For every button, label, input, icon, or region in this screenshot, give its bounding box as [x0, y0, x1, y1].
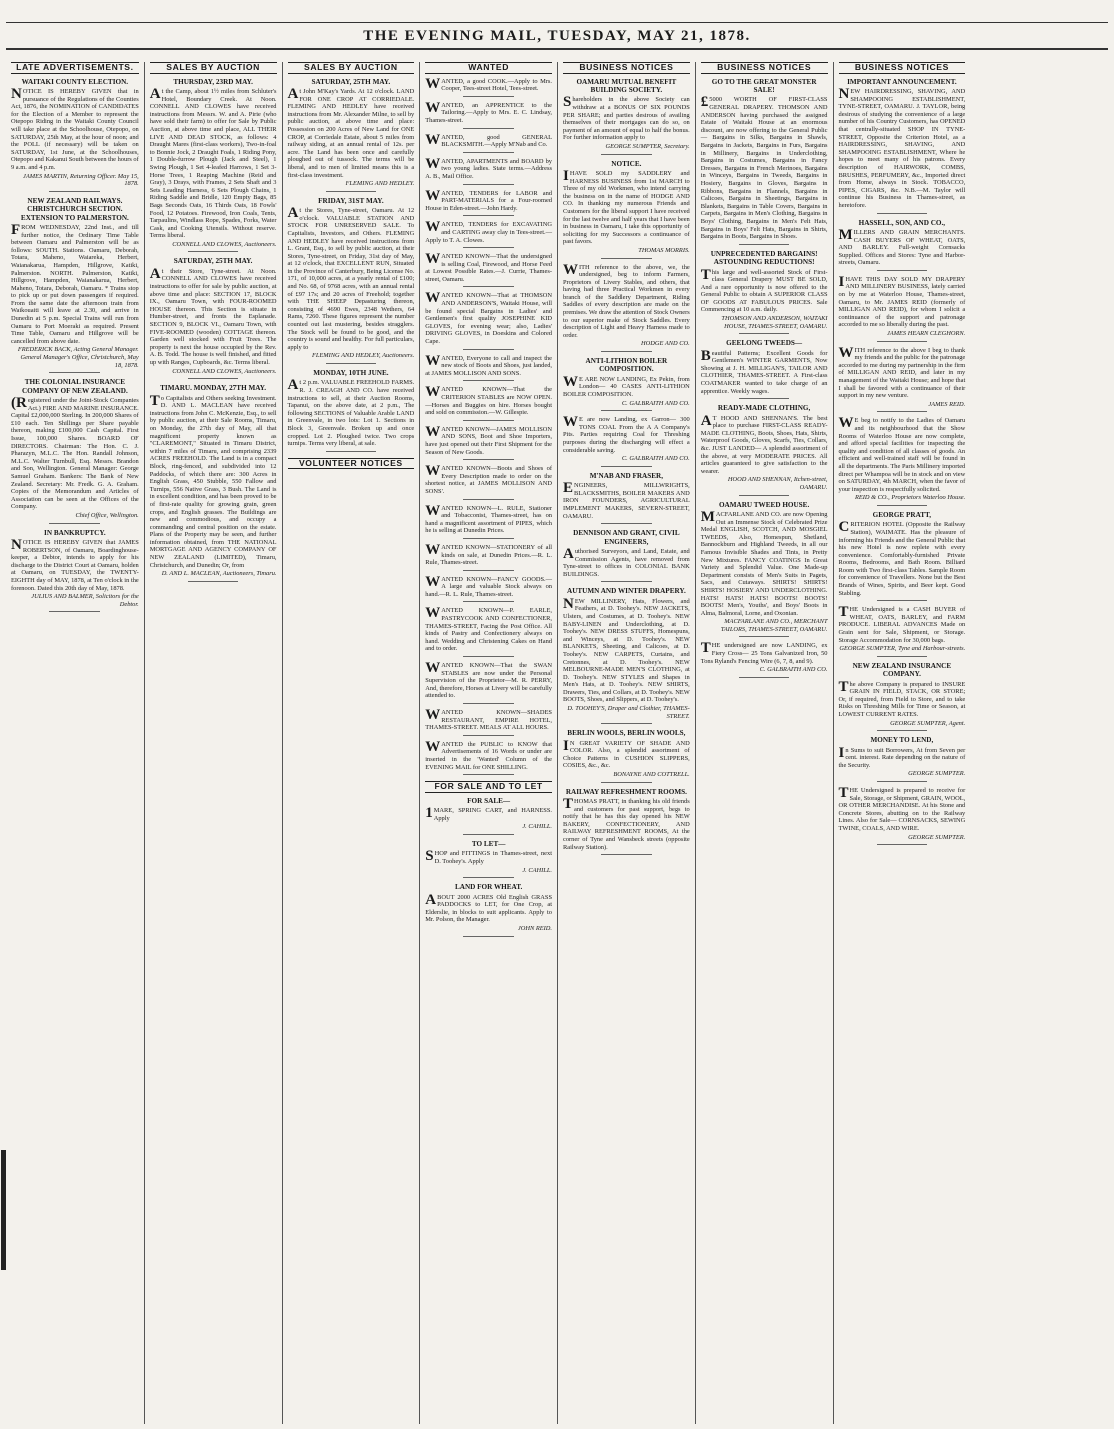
advertisement-signature: REID & CO., Proprietors Waterloo House.	[854, 494, 966, 502]
advertisement-separator	[463, 128, 514, 129]
advertisement-title: AUTUMN AND WINTER DRAPERY.	[567, 587, 686, 596]
advertisement-title: ANTI-LITHION BOILER COMPOSITION.	[585, 357, 668, 374]
advertisement-body: Authorised Surveyors, and Land, Estate, and Commission Agents, have removed from Tyne-street to offices in COLONIAL BANK BUILDINGS.	[563, 545, 690, 578]
advertisement-signature: FREDERICK BACK, Acting General Manager. General Manager's Office, Christchurch, May 18, 1878.	[17, 346, 139, 369]
advertisement	[425, 465, 552, 499]
advertisement-title: M'NAB AND FRASER,	[589, 471, 664, 480]
advertisement-body: WANTED KNOWN—STATIONERY of all kinds on sale, at Dunedin Prices.—R. L. Rule, Thames-street.	[425, 541, 552, 567]
advertisement-title: HASSELL, SON, AND CO.,	[858, 218, 946, 227]
advertisement-title: RAILWAY REFRESHMENT ROOMS.	[565, 787, 687, 796]
advertisement-title: LAND FOR WHEAT.	[454, 883, 523, 892]
advertisement	[701, 642, 828, 677]
advertisement	[425, 99, 552, 129]
advertisement-signature: HOOD AND SHENNAN, Itchen-street, OAMARU.	[727, 476, 828, 491]
advertisement	[425, 573, 552, 603]
advertisement	[150, 384, 277, 582]
advertisement-body: This large and well-assorted Stock of First-class General Drapery MUST BE SOLD, And a rare opportunity is now offered to the General Public to obtain A SUPERIOR CLASS OF GOODS AT FABULOUS PRICES. Sale Commencing at 10 a.m. daily.	[700, 266, 828, 314]
masthead-bottom-rule	[6, 48, 1108, 50]
advertisement-body: WANTED, TENDERS for EXCAVATING and CARTING away clay in Tees-street.—Apply to T. A. Clowes.	[425, 219, 552, 244]
advertisement-title: FOR SALE—	[467, 796, 511, 805]
advertisement-body: WANTED KNOWN—JAMES MOLLISON AND SONS, Boot and Shoe Importers, have just opened out their First Shipment for the Season of New Goods.	[425, 423, 552, 456]
advertisement-signature: C. GALBRAITH AND CO.	[621, 399, 690, 407]
advertisement-body: MACFARLANE AND CO. are now Opening Out an Immense Stock of Celebrated Prize Medal ENGLISH, SCOTCH, AND MOSGIEL TWEEDS, Also, Homespun, Shetland, Bannockburn and Highland Tweeds, in all our Famous Invisible Shades and Tints, in Pretty New Mixtures. FANCY COATINGS In Great Variety and Splendid Value. One Made-up Department consists of Men's Suits in Pagets, Sacs, and Cutaways. SHIRTS! SHIRTS! SHIRTS! HOSIERY AND UNDERCLOTHING. HATS! HATS! HATS! BOOTS! BOOTS! BOOTS! Men's, Youths', and Boys' Boots in Alma, Balmoral, Lorne, and Oxonian.	[700, 508, 828, 617]
advertisement	[563, 788, 690, 856]
column-heading: SALES BY AUCTION	[150, 62, 277, 74]
advertisement	[425, 221, 552, 248]
advertisement-separator	[326, 451, 377, 452]
advertisement-title: NEW ZEALAND INSURANCE COMPANY.	[852, 661, 952, 679]
advertisement-signature: MACFARLANE AND CO., MERCHANT TAILORS, THAMES-STREET, OAMARU.	[720, 618, 828, 633]
advertisement-body: THE Undersigned is prepared to receive for Sale, Storage, or Shipment, GRAIN, WOOL, OR OTHER MERCHANDISE. At his Stone and Concrete Stores, abutting on to the Railway Lines. Also for Sale— CORNSACKS, SEWING TWINE, COALS, AND WIRE.	[838, 784, 966, 832]
advertisement	[425, 423, 552, 460]
advertisement-body: The above Company is prepared to INSURE GRAIN IN FIELD, STACK, OR STORE; Or, if required, from Field to Store, and to take Risks on Threshing Mills for Time or Season, at LOWEST CURRENT RATES.	[838, 678, 966, 718]
advertisement-body: WANTED KNOWN—SHADES RESTAURANT, EMPIRE HOTEL, THAMES-STREET. MEALS AT ALL HOURS.	[425, 707, 552, 732]
advertisement	[838, 784, 966, 845]
advertisement	[425, 840, 552, 878]
advertisement-title: TO LET—	[471, 839, 506, 848]
advertisement-body: NOTICE IS HEREBY GIVEN that JAMES ROBERTSON, of Oamaru, Boardinghouse-keeper, a Debtor, intends to apply for his discharge to the District Court at Oamaru, holden at Oamaru, on TUESDAY, the TWENTY-EIGHTH day of MAY, 1878, at Ten o'clock in the forenoon. Dated this 20th day of May, 1878.	[11, 536, 139, 592]
advertisement-body: NEW MILLINERY, Hats, Flowers, and Feathers, at D. Toohey's. NEW JACKETS, Ulsters, and Costumes, at D. Toohey's. NEW BABY-LINEN and Underclothing, at D. Toohey's. NEW DRESS STUFFS, Homespuns, and Winceys, at D. Toohey's. NEW BLANKETS, Sheeting, and Calicoes, at D. Toohey's. NEW CARPETS, Curtains, and Cretonnes, at D. Toohey's. NEW MELBOURNE-MADE MEN'S CLOTHING, at D. Toohey's. NEW STYLES and Shapes in Men's Hats, at D. Toohey's. NEW SHIRTS, Drawers, Ties, and Collars, at D. Toohey's. NEW BOOTS, Shoes, and Slippers, at D. Toohey's.	[563, 595, 690, 704]
advertisement-title: GEELONG TWEEDS—	[726, 339, 803, 348]
advertisement-separator	[601, 466, 652, 467]
advertisement-body: WANTED KNOWN—Boots and Shoes of Every Description made to order on the shortest notice, at JAMES MOLLISON AND SONS'.	[425, 463, 552, 495]
advertisement	[563, 416, 690, 467]
advertisement-separator	[463, 834, 514, 835]
advertisement-body: IN GREAT VARIETY OF SHADE AND COLOR. Also, a splendid assortment of Choice Patterns in CUSHION SLIPPERS, COSIES, &c., &c.	[563, 737, 690, 770]
advertisement-separator	[739, 398, 790, 399]
advertisement	[425, 883, 552, 936]
column-2	[144, 62, 282, 1424]
advertisement-separator	[463, 936, 514, 937]
advertisement	[150, 257, 277, 379]
advertisement-separator	[49, 372, 100, 373]
advertisement	[839, 417, 966, 506]
advertisement-body: To Capitalists and Others seeking Investment. D. AND L. MACLEAN have received instructions from John C. McKenzie, Esq., to sell by public auction, at their Sale Rooms, Timaru, on Monday, the 27th day of May, all that magnificent property known as "CLAREMONT," Situated in Timaru District, within 7 miles of Timaru, and comprising 2339 ACRES FREEHOLD. The Land is in a compact Block, ring-fenced, and subdivided into 12 Paddocks, of which there are: 300 Acres in English Grass, 450 Stubble, 550 Fallow and Turnips, 556 Native Grass, 3 Bush. The Land is in excellent condition, and has been proved to be of first-rate quality for growing grain, green crops, and English grasses. The Buildings are new and commodious, and occupy a commanding and central position on the estate. Plans of the Property may be seen, and further information obtained, from THE NATIONAL MORTGAGE AND AGENCY COMPANY OF NEW ZEALAND (LIMITED), Timaru, Christchurch, and Dunedin; Or, from	[149, 392, 277, 569]
advertisement	[838, 344, 966, 413]
advertisement	[701, 339, 828, 399]
advertisement-separator	[601, 581, 652, 582]
advertisement	[839, 606, 966, 657]
advertisement-signature: JAMES MARTIN, Returning Officer. May 15, 1878.	[23, 172, 139, 188]
advertisement-separator	[49, 523, 100, 524]
advertisement	[11, 197, 139, 374]
advertisement	[11, 529, 139, 613]
advertisement-body: WITH reference to the above I beg to thank my friends and the public for the patronage accorded to me during my partnership in the firm of MILLIGAN AND REID, and later in my management of the Waitaki House; and hope that I shall be favored with a continuance of their support in my new venture.	[838, 344, 966, 400]
column-heading: BUSINESS NOTICES	[839, 62, 966, 74]
advertisement-body: WANTED KNOWN—FANCY GOODS.—A large and valuable Stock always on hand.—R. L. Rule, Thames-street.	[425, 573, 552, 598]
advertisement-signature: C. GALBRAITH AND CO.	[759, 666, 828, 674]
advertisement-separator	[739, 244, 790, 245]
advertisement	[701, 250, 828, 335]
advertisement-signature: THOMSON AND ANDERSON, WAITAKI HOUSE, THAMES-STREET, OAMARU.	[721, 315, 828, 330]
advertisement-separator	[326, 363, 377, 364]
advertisement-body: At the Camp, about 1½ miles from Schluter's Hotel, Boundary Creek. At Noon. CONNELL AND CLOWES have received instructions from Messrs. W. and A. Pirie (who have sold their farm) to offer for Sale by Public Auction, at above time and place, ALL THEIR LIVE AND DEAD STOCK, as follows: 4 Draught Mares (first-class workers), Two-in-foal to Bonnie Jock, 2 Draught Foals, 1 Riding Pony, 1 Double-furrow Plough (Jack and Steel), 1 Swing Plough, 1 Set 4-leafed Harrows, 1 Set 3-Horse Trees, 1 Reaping Machine (Reid and Gray), 3 Drays, with Frames, 2 Sets Shaft and 3 Sets Leading Harness, 6 Sets Plough Chains, 1 Riding Saddle and Bridle, 120 Empty Bags, 85 Bags Seconds Oats, 16 Thirds Oats, 18 Fowls' Food, 12 Potatoes. Firewood, Iron Coals, Tents, Tarpaulins, Windlass Rope, Spades, Forks, Water Cask, and Cooking Utensils. Without reserve. Terms liberal.	[149, 86, 277, 240]
advertisement-body: At John M'Kay's Yards. At 12 o'clock. LAND FOR ONE CROP AT CORRIEDALE. FLEMING AND HEDLEY have received instructions from Mr. Alexander Milne, to sell by public auction, at above time and place: Possession on 200 Acres of New Land for ONE CROP, at Corriedale Estate, about 5 miles from railway siding, at an annual rental of 12s. per acre. The Land has been once and carefully ploughed out of tussock. The terms will be liberal, and to men of limited means this is a first-class investment.	[287, 86, 415, 179]
newspaper-title: THE EVENING MAIL, TUESDAY, MAY 21, 1878.	[363, 28, 751, 44]
advertisement	[839, 511, 966, 601]
advertisement-separator	[601, 410, 652, 411]
advertisement-separator	[463, 459, 514, 460]
advertisement-body: WANTED, a good COOK.—Apply to Mrs. Cooper, Tees-street Hotel, Tees-street.	[425, 75, 552, 93]
advertisement-separator	[463, 877, 514, 878]
column-6	[695, 62, 833, 1424]
advertisement-body: THE Undersigned is a CASH BUYER of WHEAT, OATS, BARLEY, and FARM PRODUCE. LIBERAL ADVANCES Made on Grain sent for Sale, Shipment, or Storage. Storage Accommodation for 30,000 bags.	[838, 604, 966, 644]
advertisement-separator	[601, 523, 652, 524]
advertisement-body: WANTED, APARTMENTS and BOARD by two young ladies. State terms.—Address A. B., Mail Office.	[425, 155, 552, 180]
advertisement-signature: J. CAHILL.	[522, 823, 552, 831]
advertisement	[425, 662, 552, 704]
advertisement-signature: GEORGE SUMPTER.	[908, 833, 966, 841]
advertisement-separator	[877, 505, 928, 506]
newspaper-columns	[6, 62, 1108, 1424]
advertisement-title: READY-MADE CLOTHING,	[717, 404, 811, 413]
advertisement-signature: FLEMING AND HEDLEY, Auctioneers.	[311, 352, 415, 360]
advertisement-body: THOMAS PRATT, in thanking his old friends and customers for past support, begs to notify that he has this day opened his NEW BAKERY, CONFECTIONERY, AND RAILWAY REFRESHMENT ROOMS, At the corner of Tyne and Wansbeck streets (opposite Railway Station).	[563, 796, 690, 851]
advertisement-body: Shareholders in the above Society can withdraw at a BONUS OF SIX POUNDS PER SHARE; and parties desirous of availing themselves of their mortgages can do so, on payment of an amount of equal to half the bonus. For further information apply to	[563, 94, 690, 142]
advertisement-body: WANTED, TENDERS for LABOR and PART-MATERIALS for a Four-roomed House in Eden-street.—John Hardy.	[425, 187, 552, 212]
advertisement-body: At their Store, Tyne-street. At Noon. CONNELL AND CLOWES have received instructions to offer for sale by public auction, at above time and place: SECTION 17, BLOCK IX., Oamaru Town, with FOUR-ROOMED HOUSE thereon. This Section is situate in Humber-street, and fronts the Esplanade. SECTION 9, BLOCK VI., Oamaru Town, with FIVE-ROOMED (wooden) COTTAGE thereon. Garden well stocked with Fruit Trees. The property is next the house occupied by the Rev. A. B. Todd. The house is well finished, and fitted up with Ranges, Cupboards, &c. Terms liberal.	[149, 265, 277, 366]
advertisement-separator	[463, 601, 514, 602]
advertisement-separator	[463, 420, 514, 421]
advertisement-signature: C. GALBRAITH AND CO.	[621, 455, 690, 463]
advertisement-body: In Sums to suit Borrowers, At from Seven per cent. interest. Rate depending on the nature of the Security.	[838, 744, 966, 769]
advertisement	[425, 253, 552, 287]
advertisement	[150, 78, 277, 253]
advertisement-body: CRITERION HOTEL (Opposite the Railway Station), WAIMATE. Has the pleasure of informing his Friends and the General Public that his new Hotel is now replete with every convenience. Comfortably-furnished Private Rooms, Bedrooms, and Bath Room. Billiard Room with Two first-class Tables. Sample Room for convenience of Travellers. None but the Best Brands of Wines, Spirits, and Beer kept. Good Stabling.	[838, 519, 966, 597]
advertisement-signature: BONAYNE AND COTTRELL.	[613, 771, 690, 779]
advertisement-separator	[739, 636, 790, 637]
advertisement-title: THE COLONIAL INSURANCE COMPANY OF NEW ZEALAND.	[21, 378, 128, 395]
advertisement-body: WANTED, Everyone to call and inspect the new stock of Boots and Shoes, just landed, at JAMES MOLLISON AND SONS.	[425, 352, 552, 377]
advertisement-separator	[463, 774, 514, 775]
advertisement	[701, 501, 828, 638]
advertisement-separator	[463, 152, 514, 153]
advertisement-body: Beautiful Patterns; Excellent Goods for Gentlemen's WINTER GARMENTS, Now Showing at J. H. MILLIGAN'S, TAILOR AND CLOTHIER, THAMES-STREET. A First-class COATMAKER wanted to take charge of an apprentice. Weekly wages.	[700, 347, 828, 395]
advertisement-separator	[877, 213, 928, 214]
advertisement-signature: GEORGE SUMPTER.	[908, 770, 966, 778]
advertisement	[11, 78, 139, 192]
advertisement-separator	[877, 600, 928, 601]
advertisement-body: MILLERS AND GRAIN MERCHANTS. CASH BUYERS OF WHEAT, OATS, AND BARLEY. Full-weight Cornsacks Supplied. Offices and Stores: Tyne and Harbor-streets, Oamaru.	[838, 226, 966, 267]
advertisement-signature: CONNELL AND CLOWES, Auctioneers.	[172, 367, 277, 375]
advertisement-body: WE ARE NOW LANDING, Ex Pekin, from London— 40 CASES ANTI-LITHION BOILER COMPOSITION.	[563, 373, 690, 399]
advertisement-title: SATURDAY, 25TH MAY.	[311, 77, 391, 86]
advertisement-separator	[601, 782, 652, 783]
advertisement-signature: CONNELL AND CLOWES, Auctioneers.	[172, 240, 277, 248]
advertisement-body: ENGINEERS, MILLWRIGHTS, BLACKSMITHS, BOILER MAKERS AND IRON FOUNDERS, AGRICULTURAL IMPLEMENT MAKERS, SEVERN-STREET, OAMARU.	[563, 480, 690, 520]
advertisement-separator	[601, 258, 652, 259]
advertisement-body: NOTICE IS HEREBY GIVEN that in pursuance of the Regulations of the Counties Act, 1876, the NOMINATION of CANDIDATES for the Election of a Member to represent the Otepopo Riding in the Waitaki County Council will take place at the Schoolhouse, Otepopo, on SATURDAY, 25th May, at the hour of noon; and the POLL (if necessary) will be taken on SATURDAY, 1st June, at the Schoolhouses, Otepopo and Kakanui South between the hours of 9 a.m. and 4 p.m.	[11, 86, 139, 171]
advertisement-body: WANTED, an APPRENTICE to the Tailoring.—Apply to Mrs. E. C. Lindsay, Thames-street.	[425, 99, 552, 124]
advertisement-body: WANTED, good GENERAL BLACKSMITH.—Apply M'Nab and Co.	[425, 131, 552, 149]
advertisement-separator	[463, 247, 514, 248]
advertisement-title: IN BANKRUPTCY.	[44, 528, 106, 537]
advertisement-signature: FLEMING AND HEDLEY.	[345, 180, 415, 188]
advertisement-title: OAMARU TWEED HOUSE.	[718, 500, 810, 509]
column-heading: LATE ADVERTISEMENTS.	[11, 62, 139, 74]
advertisement-separator	[463, 538, 514, 539]
advertisement-body: WITH reference to the above, we, the undersigned, beg to inform Farmers, Proprietors of Livery Stables, and others, that having had three Practical Workmen in every branch of the Saddlery Department, Riding Saddles of every description are made on the premises. We draw the attention of Stock Owners to our superior make of Stock Saddles. Every description of Light and Heavy Harness made to order.	[563, 261, 690, 339]
advertisement-signature: JAMES REID.	[928, 400, 966, 408]
advertisement-title: FRIDAY, 31ST MAY.	[318, 196, 384, 205]
advertisement-signature: D. TOOHEY'S, Draper and Clothier, THAMES-STREET.	[567, 705, 690, 720]
advertisement	[425, 131, 552, 153]
advertisement	[11, 378, 139, 523]
masthead	[0, 0, 1114, 62]
advertisement-separator	[463, 703, 514, 704]
advertisement-body: WANTED the PUBLIC to KNOW that Advertisements of 16 Words or under are inserted in the 'Wanted' Column of the EVENING MAIL for ONE SHILLING.	[425, 738, 552, 771]
advertisement	[425, 155, 552, 185]
advertisement-signature: J. CAHILL.	[522, 866, 552, 874]
advertisement-separator	[877, 730, 928, 731]
advertisement-body: IHAVE THIS DAY SOLD MY DRAPERY AND MILLINERY BUSINESS, lately carried on by me at Waterloo House, Thames-street, Oamaru, to Mr. JAMES REID (formerly of MILLIGAN AND REID), for whom I solicit a continuance of the support and patronage accorded to me so liberally during the past.	[838, 273, 966, 329]
advertisement-separator	[463, 215, 514, 216]
advertisement-signature: HODGE AND CO.	[641, 340, 690, 348]
advertisement-title: GO TO THE GREAT MONSTER SALE!	[711, 77, 817, 94]
column-5	[557, 62, 695, 1424]
advertisement-separator	[463, 499, 514, 500]
advertisement-body: WANTED KNOWN—That the CRITERION STABLES are NOW OPEN.—Horses and Buggies on hire. Horses bought and sold on commission.—W. Gillespie.	[425, 384, 552, 417]
advertisement-separator	[739, 333, 790, 334]
advertisement-separator	[49, 611, 100, 612]
advertisement-separator	[601, 154, 652, 155]
advertisement-separator	[188, 581, 239, 582]
advertisement-body: WE are now Landing, ex Garron— 300 TONS COAL From the A A Company's Pits. Parties requiring Coal for Threshing purposes during the discharging will effect a considerable saving.	[563, 414, 690, 454]
advertisement-separator	[601, 723, 652, 724]
advertisement-title: TIMARU. MONDAY, 27TH MAY.	[160, 384, 267, 393]
masthead-top-rule	[6, 22, 1108, 23]
advertisement	[563, 472, 690, 524]
advertisement	[425, 709, 552, 736]
section-heading: VOLUNTEER NOTICES	[288, 458, 415, 470]
advertisement	[425, 187, 552, 217]
advertisement	[563, 729, 690, 782]
advertisement-title: NEW ZEALAND RAILWAYS. CHRISTCHURCH SECTION. EXTENSION TO PALMERSTON.	[20, 196, 129, 222]
advertisement-body: SHOP and FITTINGS in Thames-street, next D. Toohey's. Apply	[425, 848, 552, 865]
advertisement	[425, 502, 552, 539]
advertisement-title: THURSDAY, 23RD MAY.	[173, 77, 253, 86]
advertisement	[563, 160, 690, 259]
advertisement-separator	[877, 656, 928, 657]
column-4	[419, 62, 557, 1424]
advertisement-title: MONEY TO LEND,	[870, 736, 934, 745]
advertisement	[425, 541, 552, 571]
advertisement	[701, 78, 828, 245]
advertisement-separator	[463, 656, 514, 657]
column-heading: BUSINESS NOTICES	[701, 62, 828, 74]
advertisement	[838, 273, 966, 342]
advertisement	[563, 357, 690, 411]
advertisement	[563, 78, 690, 155]
column-1	[6, 62, 144, 1424]
advertisement-separator	[601, 854, 652, 855]
advertisement-title: UNPRECEDENTED BARGAINS! ASTOUNDING REDUCTIONS!	[710, 249, 818, 267]
advertisement	[563, 261, 690, 353]
advertisement-separator	[463, 735, 514, 736]
advertisement-title: MONDAY, 10TH JUNE.	[313, 369, 389, 377]
advertisement-separator	[739, 677, 790, 678]
advertisement-separator	[877, 270, 928, 271]
advertisement-signature: JOHN REID.	[517, 924, 552, 932]
advertisement-title: BERLIN WOOLS, BERLIN WOOLS,	[567, 729, 686, 738]
advertisement	[425, 292, 552, 349]
advertisement-title: IMPORTANT ANNOUNCEMENT.	[847, 77, 957, 86]
advertisement-body: IHAVE SOLD my SADDLERY and HARNESS BUSINESS from 1st MARCH to Three of my old Workmen, who intend carrying the business on in the name of HODGE AND CO. In thanking my numerous Friends and Customers for the liberal support I have received for the last twelve and half years that I have been in business in Oamaru, I take this opportunity of soliciting for my Successors a continuance of past favors.	[563, 167, 690, 246]
advertisement-body: THE undersigned are now LANDING, ex Fiery Cross— 25 Tons Galvanized Iron, 50 Tons Ryland's Fencing Wire (6, 7, 8, and 9).	[700, 640, 828, 665]
advertisement-body: WANTED KNOWN—P. EARLE, PASTRYCOOK AND CONFECTIONER, THAMES-STREET, Facing the Post Office. All kinds of Pastry and Confectionery always on hand. Wedding and Christening Cakes on Hand and to order.	[425, 605, 552, 653]
advertisement-signature: JAMES HEARN CLEGHORN.	[886, 330, 966, 338]
advertisement-title: WAITAKI COUNTY ELECTION.	[21, 77, 129, 86]
advertisement	[425, 75, 552, 97]
advertisement	[839, 78, 966, 214]
advertisement	[288, 197, 415, 364]
advertisement	[563, 529, 690, 582]
advertisement-separator	[877, 341, 928, 342]
advertisement	[288, 78, 415, 192]
advertisement-separator	[463, 570, 514, 571]
advertisement-body: NEW HAIRDRESSING, SHAVING, AND SHAMPOOING ESTABLISHMENT, TYNE-STREET, OAMARU. J. TAYLOR, being desirous of studying the convenience of a large number of his Country Customers, has OPENED that centrally-situated SHOP IN TYNE-STREET, Opposite the Criterion Hotel, as a HAIRDRESSING, SHAVING, AND SHAMPOOING ESTABLISHMENT, Where he hopes to meet many of his patrons. Every description of HAIRWORK, COMBS, BRUSHES, PERFUMERY, &c., Imported direct from Home, always in Stock. TOBACCO, PIPES, CIGARS, &c. N.B.—M. Taylor will continue his Business in Thames-street, as heretofore.	[838, 86, 966, 209]
advertisement-body: (Registered under the Joint-Stock Companies Act.) FIRE AND MARINE INSURANCE. Capital £2,000,000 Sterling. In 200,000 Shares of £10 each. Ten Shillings per Share payable thereon, making £100,000 Cash Capital. First Issue, 100,000 Shares. BOARD OF DIRECTORS. Chairman: The Hon. C. J. Pharazyn, M.L.C. The Hon. Randall Johnson, M.L.C. Walter Turnbull, Esq. Messrs. Brandon and Son, Wellington. General Manager: George Samuel Graham. Bankers: The Bank of New Zealand. Secretary: Mr. Fredk. G. A. Graham. Copies of the Memorandum and Articles of Association can be seen at the Offices of the Company.	[11, 395, 139, 511]
column-7	[833, 62, 971, 1424]
advertisement	[425, 352, 552, 382]
advertisement	[425, 386, 552, 420]
advertisement-body: WANTED KNOWN—That the undersigned is selling Coal, Firewood, and Horse Feed at Lowest Possible Rates.—J. Currie, Thames-street, Oamaru.	[425, 251, 552, 283]
advertisement	[425, 738, 552, 775]
advertisement-separator	[463, 349, 514, 350]
advertisement-signature: Chief Office, Wellington.	[75, 511, 139, 519]
column-heading: WANTED	[425, 62, 552, 74]
advertisement-body: AT HOOD AND SHENNAN'S. The best place to purchase FIRST-CLASS READY-MADE CLOTHING, Boots, Shoes, Hats, Shirts, Waterproof Goods, Gloves, Scarfs, Ties, Collars, &c. JUST LANDED— A splendid assortment of the above, at very MODERATE PRICES. All articles guaranteed to give satisfaction to the wearer.	[700, 412, 828, 475]
advertisement-body: WE beg to notify to the Ladies of Oamaru and its neighbourhood that the Show Rooms of Waterloo House are now complete, and afford special facilities for inspecting the quality and condition of all classes of goods. An efficient and well-trained staff will be found in all the departments. The Paris Millinery imported direct per Whampoa will be in stock and on view on SATURDAY, 4th MARCH, when the favor of your inspection is respectfully solicited.	[838, 415, 966, 493]
advertisement	[839, 662, 966, 731]
advertisement-signature: THOMAS MORRIS.	[638, 246, 690, 254]
advertisement-body: FROM WEDNESDAY, 22nd Inst., and till further notice, the Ordinary Time Table between Oamaru and Palmerston will be as follows: SOUTH. Stations. Oamaru, Deborah, Totara, Maheno, Waiareka, Herbert, Waianakarua, Hampden, Hillgrove, Katiki, Palmerston. NORTH. Palmerston, Katiki, Hillgrove, Hampden, Waianakarua, Herbert, Maheno, Totara, Deborah, Oamaru. * Trains stop to pick up or put down passengers if required. From the same date the afternoon train from Waikouaiti will leave at 2.30, and arrive in Dunedin at 5 p.m. Special Trains will run from Oamaru to Port Moeraki as required. Present Time Table, Oamaru and Hillgrove will be cancelled from above date.	[11, 221, 139, 345]
advertisement	[839, 736, 966, 782]
advertisement	[701, 404, 828, 495]
column-heading: SALES BY AUCTION	[288, 62, 415, 74]
advertisement-title: GEORGE PRATT,	[872, 510, 932, 519]
section-heading: FOR SALE AND TO LET	[425, 781, 552, 793]
advertisement-title: SATURDAY, 25TH MAY.	[173, 257, 253, 266]
advertisement-separator	[188, 378, 239, 379]
advertisement-separator	[463, 96, 514, 97]
advertisement	[563, 587, 690, 724]
advertisement-separator	[463, 286, 514, 287]
advertisement-body: ABOUT 2000 ACRES Old English GRASS PADDOCKS to LET, for One Crop, at Elderslie, in blocks to suit applicants. Apply to Mr. Polson, the Manager.	[425, 891, 552, 924]
advertisement-signature: GEORGE SUMPTER, Secretary.	[605, 142, 690, 150]
column-heading: BUSINESS NOTICES	[563, 62, 690, 74]
advertisement-separator	[877, 844, 928, 845]
advertisement-separator	[877, 411, 928, 412]
advertisement-separator	[739, 495, 790, 496]
advertisement	[425, 797, 552, 835]
advertisement-body: WANTED KNOWN—That at THOMSON AND ANDERSON'S, Waitaki House, will be found special Bargains in Ladies' and Gentlemen's first quality JOSEPHINE KID GLOVES, for evening wear; also, Ladies' DRIVING GLOVES, in Doeskins and Colored Cape.	[425, 290, 552, 346]
advertisement-signature: D. AND L. MACLEAN, Auctioneers, Timaru.	[161, 570, 277, 578]
advertisement-body: WANTED KNOWN—That the SWAN STABLES are now under the Personal Supervision of the Proprietor—M. R. PERRY, And, therefore, Horses at Livery will be carefully attended to.	[425, 660, 552, 700]
advertisement-signature: JULIUS AND BALMER, Solicitors for the Debtor.	[31, 593, 139, 608]
advertisement-separator	[188, 251, 239, 252]
column-3	[282, 62, 420, 1424]
advertisement-signature: GEORGE SUMPTER, Tyne and Harbour-streets.	[839, 645, 966, 653]
advertisement-separator	[877, 781, 928, 782]
advertisement-title: NOTICE.	[611, 159, 642, 168]
advertisement	[839, 219, 966, 271]
advertisement-body: WANTED KNOWN—L. RULE, Stationer and Tobacconist, Thames-street, has on hand a magnificent assortment of PIPES, which he is selling at Dunedin Prices.	[425, 502, 552, 535]
advertisement-title: OAMARU MUTUAL BENEFIT BUILDING SOCIETY.	[576, 77, 677, 94]
advertisement-body: £5000 WORTH OF FIRST-CLASS GENERAL DRAPERY. THOMSON AND ANDERSON having purchased the assigned Estate of Waitaki House at an enormous discount, are now offering to the General Public— Bargains in Silks, Bargains in Shawls, Bargains in Jackets, Bargains in Furs, Bargains in Millinery, Bargains in Underclothing, Bargains in Costumes, Bargains in Fancy Dresses, Bargains in French Merinoes, Bargains in Winceys, Bargains in Tweeds, Bargains in Hosiery, Bargains in Gloves, Bargains in Ribbons, Bargains in Flannels, Bargains in Calicoes, Bargains in Sheetings, Bargains in Blankets, Bargains in Table Covers, Bargains in Carpets, Bargains in Men's Clothing, Bargains in Boys' Clothing, Bargains in Men's Felt Hats, Bargains in Boys' Felt Hats, Bargains in Shirts, Bargains in Boots, Bargains in Shoes.	[700, 94, 828, 241]
advertisement-separator	[463, 184, 514, 185]
advertisement-separator	[463, 380, 514, 381]
advertisement-separator	[49, 191, 100, 192]
advertisement-body: At 2 p.m. VALUABLE FREEHOLD FARMS. R. J. CREAGH AND CO. have received instructions to sell, at their Auction Rooms, Tapanui, on the above date, at 2 p.m., The following SECTIONS of Valuable Arable LAND in Greenvale, in two lots: Lot 1. Sections in Block 3, Greenvale. Broken up and once cropped. Lot 2. Ploughed twice. Two crops turnips. Terms very liberal, at sale.	[287, 377, 415, 448]
advertisement-title: DENNISON AND GRANT, CIVIL ENGINEERS,	[573, 529, 680, 546]
advertisement	[425, 607, 552, 657]
advertisement-separator	[326, 191, 377, 192]
advertisement-body: 1MARE, SPRING CART, and HARNESS. Apply	[425, 805, 552, 822]
advertisement-body: At the Stores, Tyne-street, Oamaru. At 12 o'clock. VALUABLE STATION AND STOCK FOR UNRESERVED SALE. To Capitalists, Investors, and Others. FLEMING AND HEDLEY have received instructions from L. Grant, Esq., to sell by public auction, at their Stores, Tyne-street, on Friday, 31st day of May, at 12 o'clock, that EXCELLENT RUN, Situated in the Province of Canterbury, Being License No. 171, of 10,000 acres, at a yearly rental of £100; and No. 68, of 9768 acres, with an annual rental of £97 17s; and 20 acres of Freehold; together with THE SHEEP Depasturing thereon, consisting of 4690 Ewes, 2348 Wethers, 64 Rams, 7260. These figures represent the number counted out last mustering, besides stragglers. The Stock will be found to be good, and the country is sound and healthy. For full particulars, apply to	[287, 205, 415, 351]
advertisement-signature: GEORGE SUMPTER, Agent.	[890, 719, 966, 727]
advertisement	[288, 369, 415, 452]
advertisement-separator	[601, 351, 652, 352]
